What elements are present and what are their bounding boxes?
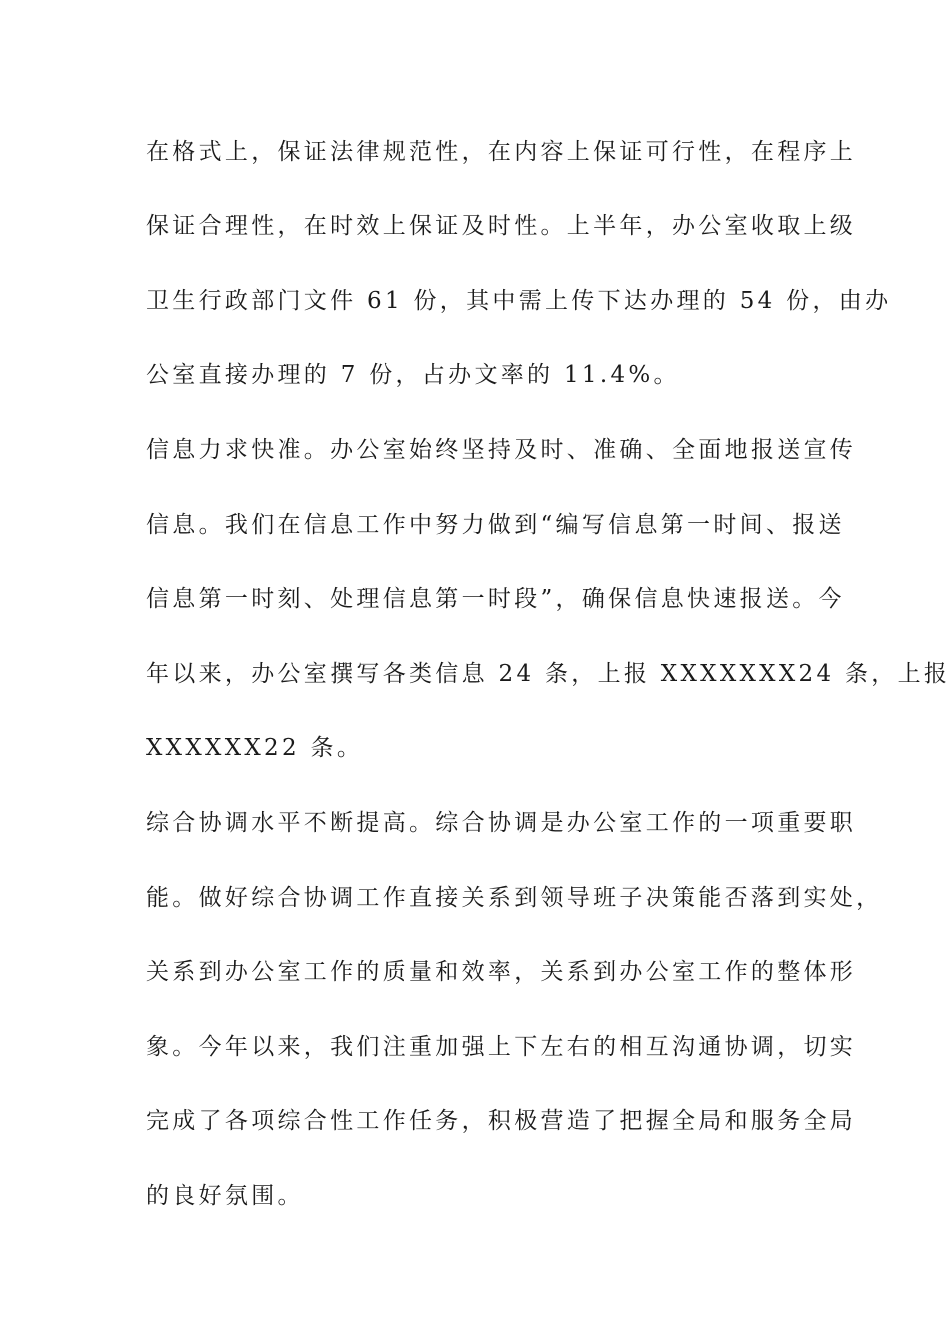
text-line: 信息力求快准。办公室始终坚持及时、准确、全面地报送宣传: [146, 437, 857, 463]
text-line: XXXXXX22 条。: [146, 735, 364, 761]
text-line: 信息。我们在信息工作中努力做到“编写信息第一时间、报送: [146, 512, 845, 538]
text-line: 完成了各项综合性工作任务，积极营造了把握全局和服务全局: [146, 1108, 857, 1134]
text-line: 综合协调水平不断提高。综合协调是办公室工作的一项重要职: [146, 810, 857, 836]
text-line: 年以来，办公室撰写各类信息 24 条，上报 XXXXXXX24 条，上报: [146, 661, 950, 687]
text-line: 的良好氛围。: [146, 1183, 304, 1209]
text-line: 保证合理性，在时效上保证及时性。上半年，办公室收取上级: [146, 213, 857, 239]
text-line: 象。今年以来，我们注重加强上下左右的相互沟通协调，切实: [146, 1034, 857, 1060]
text-line: 在格式上，保证法律规范性，在内容上保证可行性，在程序上: [146, 139, 857, 165]
text-line: 公室直接办理的 7 份，占办文率的 11.4%。: [146, 362, 680, 388]
text-line: 信息第一时刻、处理信息第一时段”，确保信息快速报送。今: [146, 586, 845, 612]
text-line: 关系到办公室工作的质量和效率，关系到办公室工作的整体形: [146, 959, 857, 985]
text-line: 卫生行政部门文件 61 份，其中需上传下达办理的 54 份，由办: [146, 288, 892, 314]
text-line: 能。做好综合协调工作直接关系到领导班子决策能否落到实处，: [146, 885, 883, 911]
